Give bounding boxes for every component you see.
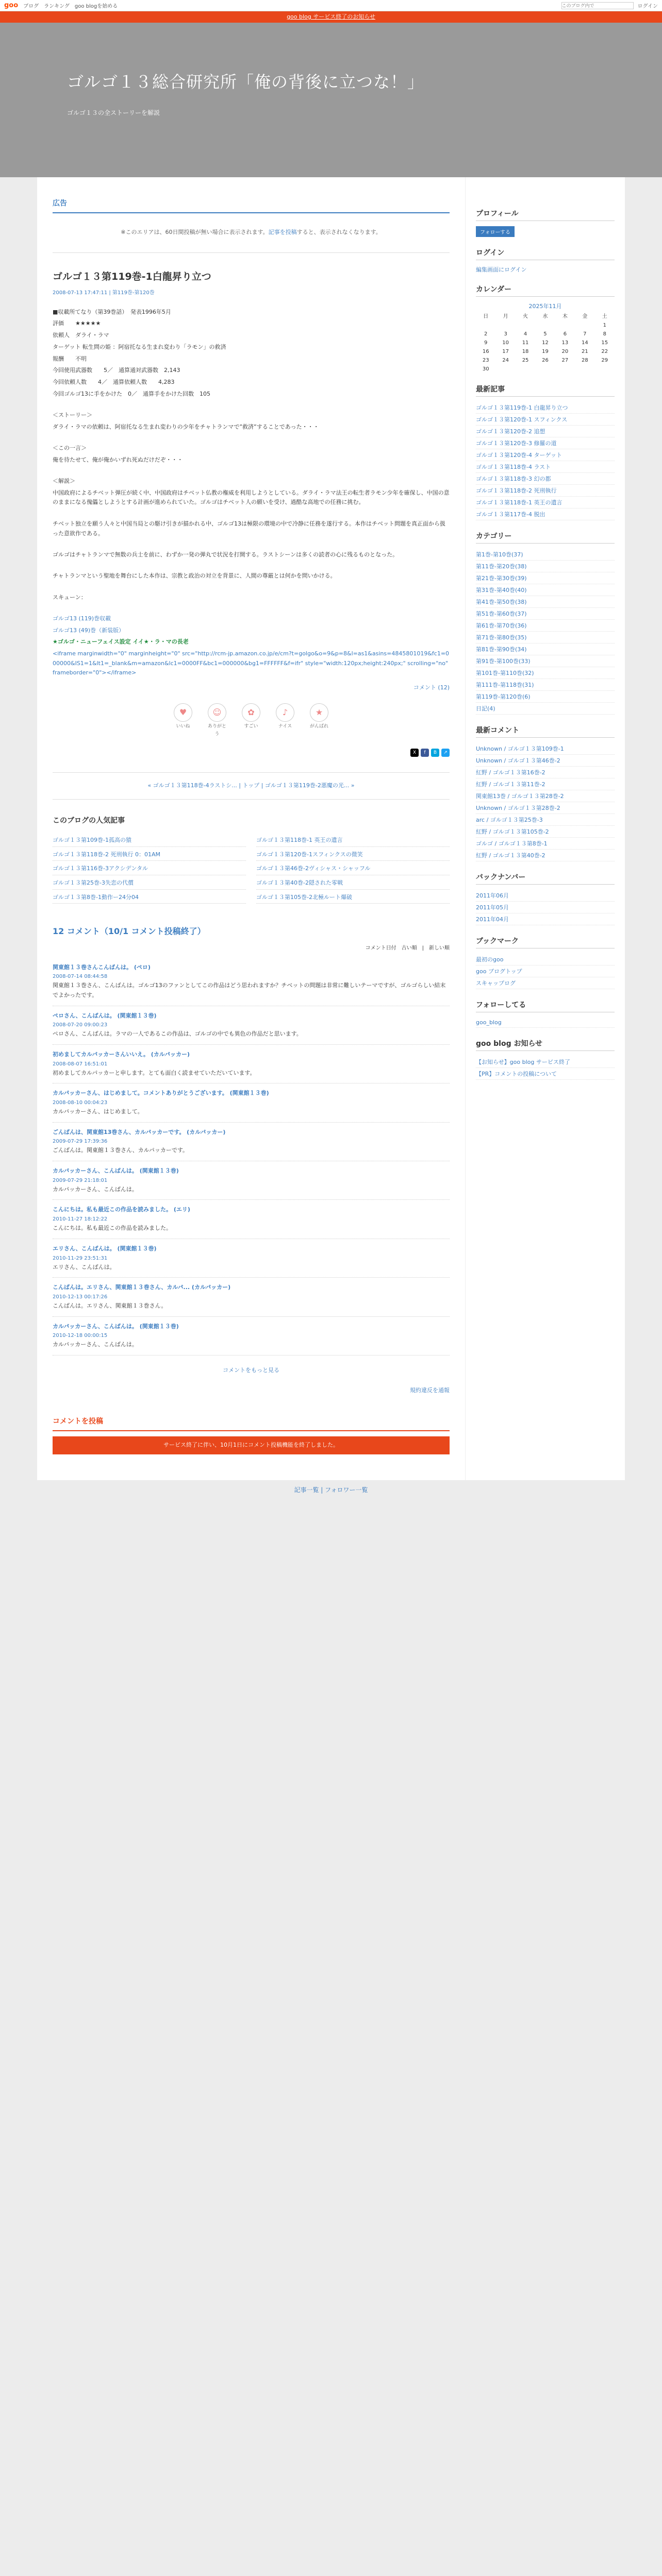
recent-comment-item[interactable]: 紅野 / ゴルゴ１３第16巻-2 (476, 767, 615, 778)
post-comment-heading: コメントを投稿 (53, 1416, 450, 1431)
comment-date: 2009-07-29 17:39:36 (53, 1139, 108, 1145)
calendar-day[interactable]: 22 (601, 349, 608, 354)
blog-header (0, 23, 662, 177)
recent-comment-item[interactable]: ゴルゴ / ゴルゴ１３第8巻-1 (476, 838, 615, 850)
nav-item-blog[interactable]: ブログ (23, 4, 39, 9)
star-icon: ★ (310, 703, 328, 722)
comment-item (53, 1006, 450, 1045)
reaction-button[interactable] (309, 703, 329, 739)
calendar-day[interactable]: 1 (603, 323, 606, 328)
calendar-row (476, 356, 615, 365)
category-list (476, 549, 615, 715)
comment-item (53, 1083, 450, 1122)
reaction-buttons (53, 703, 450, 739)
following-item[interactable]: goo_blog (476, 1018, 615, 1028)
comment-item (53, 1317, 450, 1355)
bookmark-item[interactable]: goo ブログトップ (476, 965, 615, 977)
post-closed-bar: サービス終了に伴い、10月1日にコメント投稿機能を終了しました。 (53, 1436, 450, 1454)
calendar-day (516, 321, 535, 330)
info-item[interactable]: 【お知らせ】goo blog サービス終了 (476, 1056, 615, 1068)
category-item[interactable]: 第61巻-第70巻(36) (476, 620, 615, 632)
story-text: ダライ・ラマの依頼は、阿宿托なる生まれ変わりの少年をチャトランマで”救済”することであった・・・ (53, 423, 319, 430)
note-icon: ♪ (276, 703, 294, 722)
comment-date: 2010-11-27 18:12:22 (53, 1216, 108, 1223)
calendar-day[interactable]: 26 (542, 358, 549, 363)
comment-date: 2010-11-29 23:51:31 (53, 1255, 108, 1261)
category-item[interactable]: 第1巻-第10巻(37) (476, 549, 615, 561)
reaction-button[interactable] (241, 703, 261, 739)
reaction-label: ナイス (278, 723, 292, 729)
reaction-label: いいね (176, 723, 190, 729)
ad-heading: 広告 (53, 198, 450, 213)
calendar-day[interactable]: 27 (561, 358, 569, 363)
recent-comment-item[interactable]: Unknown / ゴルゴ１３第28巻-2 (476, 802, 615, 814)
ad-post-link[interactable]: 記事を投稿 (268, 228, 297, 235)
entry-line: ターゲット 転生問の姫 ：阿宿托なる生まれ変わり「ラモン」の救済 (53, 343, 226, 350)
service-notice-link[interactable]: goo blog サービス終了のお知らせ (287, 13, 375, 20)
calendar-day[interactable]: 18 (522, 349, 529, 354)
calendar-dow: 月 (503, 314, 508, 319)
heart-icon: ♥ (174, 703, 192, 722)
edit-login-link[interactable]: 編集画面にログイン (476, 266, 527, 273)
category-heading: カテゴリー (476, 531, 615, 544)
comment-title[interactable]: ごんばんは、関東館13巻さん、カルパッカーです。 (カルパッカー) (53, 1128, 226, 1136)
top-nav (0, 0, 662, 11)
comment-body: カルパッカーさん、はじめまして。 (53, 1108, 143, 1115)
backnumber-item[interactable]: 2011年05月 (476, 902, 615, 913)
calendar-day[interactable]: 11 (522, 340, 529, 346)
blog-search-input[interactable] (561, 2, 634, 9)
calendar-day (535, 321, 555, 330)
point-text: 俺を待たせて、俺が俺かいずれ死ぬだけだぞ・・・ (53, 456, 183, 463)
comment-body: ごんばんは。関東館１３巻さん、カルパッカーです。 (53, 1147, 189, 1154)
footer-links[interactable]: 記事一覧 | フォロワー一覧 (294, 1486, 368, 1494)
blog-subtitle: ゴルゴ１３の全ストーリーを解説 (67, 109, 160, 116)
recent-comment-item[interactable]: 紅野 / ゴルゴ１３第11巻-2 (476, 778, 615, 790)
comment-date: 2010-12-18 00:00:15 (53, 1333, 108, 1339)
calendar-day[interactable]: 21 (581, 349, 588, 354)
info-heading: goo blog お知らせ (476, 1038, 615, 1051)
volume-link-2[interactable]: ゴルゴ13 (49)巻（新装版） (53, 626, 125, 634)
commentary-para: チベット独立を願う人々と中国当局との駆け引きが描かれる中、ゴルゴ13は極限の環境の中で冷静に任務を遂行する。本作はチベット問題を真正面から扱った意欲作である。 (53, 520, 445, 537)
calendar-dow: 土 (602, 314, 607, 319)
category-item[interactable]: 第81巻-第90巻(34) (476, 643, 615, 655)
goo-logo[interactable]: goo (4, 2, 19, 9)
calendar-row (476, 330, 615, 338)
recent-comment-item[interactable]: arc / ゴルゴ１３第25巻-3 (476, 814, 615, 826)
popular-heading: このブログの人気記事 (53, 817, 125, 825)
comment-item (53, 1123, 450, 1161)
entry-line: 今回依頼人数 4／ 通算依頼人数 4,283 (53, 378, 175, 385)
recent-item[interactable]: ゴルゴ１３第118巻-1 英王の遺言 (476, 497, 615, 509)
category-item[interactable]: 第31巻-第40巻(40) (476, 584, 615, 596)
recent-item[interactable]: ゴルゴ１３第118巻-3 幻の都 (476, 473, 615, 485)
recent-item[interactable]: ゴルゴ１３第118巻-2 死刑執行 (476, 485, 615, 497)
calendar-day[interactable]: 2 (484, 331, 488, 337)
calendar-day[interactable]: 10 (502, 340, 509, 346)
comment-title[interactable]: カルパッカーさん、こんばんは。 (関東館１３巻) (53, 1167, 179, 1175)
comment-title[interactable]: エリさん、こんばんは。 (関東館１３巻) (53, 1245, 157, 1252)
profile-heading: プロフィール (476, 208, 615, 221)
recent-comment-item[interactable]: 紅野 / ゴルゴ１３第105巻-2 (476, 826, 615, 838)
calendar-row (476, 365, 615, 374)
comment-body: こんばんは。エリさん、関東館１３巻さん。 (53, 1302, 167, 1309)
flower-icon: ✿ (242, 703, 260, 722)
calendar-dow: 金 (582, 314, 588, 319)
category-item[interactable]: 第119巻-第120巻(6) (476, 691, 615, 703)
calendar-row (476, 338, 615, 347)
smile-icon: ☺ (208, 703, 226, 722)
calendar-day[interactable]: 16 (482, 349, 489, 354)
category-item[interactable]: 第111巻-第118巻(31) (476, 679, 615, 691)
popular-item[interactable]: ゴルゴ１３第25巻-3失恋の代償 (53, 879, 134, 886)
calendar-day[interactable]: 25 (522, 358, 529, 363)
comment-list (53, 958, 450, 1355)
calendar-day[interactable]: 13 (561, 340, 569, 346)
popular-item[interactable]: ゴルゴ１３第116巻-3アクシデンタル (53, 865, 148, 872)
sidebar (465, 177, 625, 1480)
calendar-day[interactable]: 14 (581, 340, 588, 346)
calendar-day (575, 321, 594, 330)
comment-title[interactable]: カルパッカーさん、はじめまして。コメントありがとうございます。 (関東館１３巻) (53, 1090, 269, 1097)
popular-item[interactable]: ゴルゴ１３第40巻-2隠された零戦 (256, 879, 343, 886)
entry-line: 評価 ★★★★★ (53, 320, 101, 327)
comment-item (53, 1045, 450, 1083)
commentary-para: ゴルゴはチャトランマで無数の兵士を前に、わずか一発の弾丸で状況を打開する。ラストシーンは多くの読者の心に残るものとなった。 (53, 551, 399, 558)
popular-list (53, 835, 450, 904)
bookmark-item[interactable]: 最初のgoo (476, 954, 615, 965)
comment-title[interactable]: ペロさん、こんばんは。 (関東館１３巻) (53, 1012, 157, 1019)
reaction-label: がんばれ (309, 723, 328, 729)
recent-item[interactable]: ゴルゴ１３第120巻-1 スフィンクス (476, 414, 615, 426)
backnumber-item[interactable]: 2011年04月 (476, 913, 615, 925)
nav-item-ranking[interactable]: ランキング (44, 4, 70, 9)
green-note: ★ゴルゴ・ニューフェイス設定 イイ★・ラ・マの長老 (53, 638, 189, 646)
comment-date: 2008-08-10 00:04:23 (53, 1100, 108, 1106)
recent-item[interactable]: ゴルゴ１３第120巻-4 ターゲット (476, 449, 615, 461)
calendar-heading: カレンダー (476, 284, 615, 297)
nav-right (561, 2, 658, 9)
bookmark-list (476, 954, 615, 989)
login-link[interactable]: ログイン (637, 4, 658, 9)
nav-item-start[interactable]: goo blogを始める (74, 4, 118, 9)
calendar-day[interactable]: 30 (482, 366, 489, 372)
calendar-day[interactable]: 9 (484, 340, 488, 346)
facebook-share-icon[interactable]: f (421, 749, 429, 757)
calendar-day[interactable]: 3 (504, 331, 507, 337)
popular-item[interactable]: ゴルゴ１３第105巻-2北極ルート爆破 (256, 893, 352, 901)
comment-title[interactable]: カルパッカーさん、こんばんは。 (関東館１３巻) (53, 1323, 179, 1330)
report-link[interactable]: 規約違反を通報 (410, 1386, 450, 1394)
popular-item[interactable]: ゴルゴ１３第109巻-1孤高の猿 (53, 836, 131, 843)
calendar-day[interactable]: 6 (563, 331, 567, 337)
category-item[interactable]: 第91巻-第100巻(33) (476, 655, 615, 667)
recent-list (476, 402, 615, 520)
recent-item[interactable]: ゴルゴ１３第120巻-2 追想 (476, 426, 615, 437)
comment-body: カルパッカーさん、こんばんは。 (53, 1185, 138, 1193)
skills-heading: スキューン： (53, 594, 87, 601)
recent-comment-item[interactable]: Unknown / ゴルゴ１３第46巻-2 (476, 755, 615, 767)
calendar-day[interactable]: 23 (482, 358, 489, 363)
backnumber-list (476, 890, 615, 925)
calendar-day (555, 321, 575, 330)
calendar-day[interactable]: 29 (601, 358, 608, 363)
popular-item[interactable]: ゴルゴ１３第118巻-2 死刑執行 0：01AM (53, 851, 160, 858)
calendar-day[interactable]: 4 (523, 331, 527, 337)
commentary-heading: ＜解説＞ (53, 478, 75, 485)
comment-date: 2009-07-29 21:18:01 (53, 1177, 108, 1183)
content-wrap (37, 177, 625, 1480)
comment-body: こんにちは。私も最近この作品を読みました。 (53, 1225, 172, 1232)
x-share-icon[interactable]: X (410, 749, 419, 757)
info-item[interactable]: 【PR】コメントの投稿について (476, 1068, 615, 1080)
backnumber-heading: バックナンバー (476, 872, 615, 885)
comment-item (53, 958, 450, 1006)
comment-title[interactable]: こんばんは。エリさん、関東館１３巻さん、カルパ... (カルパッカー) (53, 1284, 231, 1291)
ad-note-text: ※このエリアは、60日間投稿が無い場合に表示されます。 (121, 228, 269, 235)
volume-link[interactable]: ゴルゴ13 (119)巻収載 (53, 615, 111, 622)
comment-sort[interactable]: コメント日付 古い順 | 新しい順 (365, 945, 450, 951)
following-heading: フォローしてる (476, 999, 615, 1012)
entry-line: 報酬 不明 (53, 355, 87, 362)
calendar-day[interactable]: 12 (542, 340, 549, 346)
comment-item (53, 1239, 450, 1278)
calendar-row (476, 321, 615, 330)
category-item[interactable]: 第71巻-第80巻(35) (476, 632, 615, 643)
embed-code: <iframe marginwidth="0" marginheight="0" src="http://rcm-jp.amazon.co.jp/e/cm?t=golgo&o=9&p=8&l=as1&asins=4845801019&fc1=000000&IS1=1&lt1=_blank&m=amazon&lc1=0000FF&bc1=000000&bg1=FFFFFF&f=ifr" style="width:120px;height:240px;" scrolling="no" frameborder="0"></iframe> (53, 650, 450, 676)
comment-date: 2008-07-14 08:44:58 (53, 974, 108, 980)
more-comments-link[interactable]: コメントをもっと見る (223, 1366, 279, 1374)
reaction-label: ありがとう (207, 723, 226, 737)
commentary-para: チャトランマという聖地を舞台にした本作は、宗教と政治の対立を背景に、人間の尊厳とは何かを問いかける。 (53, 572, 336, 580)
recent-item[interactable]: ゴルゴ１３第120巻-3 修羅の道 (476, 437, 615, 449)
entry-title[interactable]: ゴルゴ１３第119巻-1白龍昇り立つ (53, 271, 211, 283)
comment-item (53, 1200, 450, 1239)
main-column (37, 177, 465, 1480)
comment-title[interactable]: 関東館１３巻さんこんばんは。 (ペロ) (53, 963, 151, 971)
entry-line: 依頼人 ダライ・ラマ (53, 332, 109, 339)
calendar-day[interactable]: 24 (502, 358, 509, 363)
ad-note (53, 218, 450, 253)
bookmark-heading: ブックマーク (476, 936, 615, 948)
calendar-day[interactable]: 17 (502, 349, 509, 354)
calendar-dow: 木 (562, 314, 568, 319)
link-share-icon[interactable]: ↗ (441, 749, 450, 757)
following-list (476, 1018, 615, 1028)
comment-body: ペロさん、こんばんは。ラマの一人であるこの作品は、ゴルゴの中でも異色の作品だと思います。 (53, 1030, 302, 1038)
calendar-dow: 日 (483, 314, 489, 319)
calendar-day[interactable]: 19 (542, 349, 549, 354)
popular-item[interactable]: ゴルゴ１３第46巻-2ヴィシャス・シャッフル (256, 865, 371, 872)
recent-comments-heading: 最新コメント (476, 725, 615, 738)
entry-line: 今回使用武器数 5／ 通算通対武器数 2,143 (53, 367, 180, 374)
comment-body: エリさん、こんばんは。 (53, 1263, 115, 1270)
bookmark-item[interactable]: スキャップログ (476, 977, 615, 989)
comment-date: 2010-12-13 00:17:26 (53, 1294, 108, 1300)
calendar-day[interactable]: 7 (583, 331, 587, 337)
commentary-para: 中国政府によるチベット弾圧が続く中、中国政府はチベット仏教の権威を利用しようとしている。ダライ・ラマ法王の転生者ラモン少年を確保し、中国の意のままになる傀儡としようとする計画が進められていた。ゴルゴはチベット人の願いを受け、過酷な高地での任務に挑む。 (53, 489, 450, 506)
recent-comment-item[interactable]: 紅野 / ゴルゴ１３第40巻-2 (476, 850, 615, 861)
calendar-day (495, 321, 515, 330)
category-item[interactable]: 第21巻-第30巻(39) (476, 572, 615, 584)
recent-item[interactable]: ゴルゴ１３第117巻-4 脱出 (476, 509, 615, 520)
popular-item[interactable]: ゴルゴ１３第120巻-1スフィンクスの微笑 (256, 851, 363, 858)
comment-title[interactable]: 初めましてカルパッカーさんいいえ。 (カルパッカー) (53, 1050, 190, 1058)
calendar-day[interactable]: 28 (581, 358, 588, 363)
entry-pager[interactable] (53, 772, 450, 800)
comment-body: カルパッカーさん、こんばんは。 (53, 1341, 138, 1348)
reaction-button[interactable] (275, 703, 295, 739)
recent-heading: 最新記事 (476, 384, 615, 397)
backnumber-item[interactable]: 2011年06月 (476, 890, 615, 902)
category-item[interactable]: 日記(4) (476, 703, 615, 715)
login-heading: ログイン (476, 247, 615, 260)
blog-title[interactable]: ゴルゴ１３総合研究所「俺の背後に立つな！」 (67, 72, 425, 92)
service-notice (0, 11, 662, 23)
hatena-share-icon[interactable]: B (431, 749, 439, 757)
popular-item[interactable]: ゴルゴ１３第8巻-1動作ー24分04 (53, 893, 139, 901)
point-heading: ＜この一言＞ (53, 445, 87, 452)
calendar (476, 310, 615, 374)
calendar-row (476, 347, 615, 356)
story-heading: ＜ストーリー＞ (53, 411, 92, 418)
comment-date: 2008-07-20 09:00:23 (53, 1022, 108, 1028)
recent-item[interactable]: ゴルゴ１３第118巻-4 ラスト (476, 461, 615, 473)
calendar-day[interactable]: 8 (603, 331, 606, 337)
comment-item (53, 1278, 450, 1316)
entry-comment-link[interactable]: コメント (12) (413, 684, 450, 691)
reaction-label: すごい (244, 723, 258, 729)
calendar-day[interactable]: 15 (601, 340, 608, 346)
share-buttons (53, 749, 450, 757)
comment-title[interactable]: こんにちは。私も最近この作品を読みました。 (エリ) (53, 1206, 190, 1213)
ad-note-text2: すると、表示されなくなります。 (296, 228, 382, 235)
category-item[interactable]: 第11巻-第20巻(38) (476, 561, 615, 572)
calendar-dow: 水 (542, 314, 548, 319)
recent-comments-list (476, 743, 615, 861)
pager-text[interactable]: « ゴルゴ１３第118巻-4ラストシ... | トップ | ゴルゴ１３第119巻-2悪魔の光... » (147, 782, 355, 789)
entry-line: ■収載所てなり（第39巻話） 発表1996年5月 (53, 308, 171, 315)
info-list (476, 1056, 615, 1080)
comment-date: 2008-08-07 16:51:01 (53, 1061, 108, 1067)
category-item[interactable]: 第101巻-第110巻(32) (476, 667, 615, 679)
comments-heading: 12 コメント（10/1 コメント投稿終了） (53, 926, 206, 937)
recent-comment-item[interactable]: Unknown / ゴルゴ１３第109巻-1 (476, 743, 615, 755)
calendar-row (476, 310, 615, 321)
entry-line: 今回ゴルゴ13に手をかけた 0／ 通算手をかけた回数 105 (53, 390, 210, 397)
category-item[interactable]: 第41巻-第50巻(38) (476, 596, 615, 608)
calendar-day (476, 321, 495, 330)
recent-item[interactable]: ゴルゴ１３第119巻-1 白龍昇り立つ (476, 402, 615, 414)
comment-body: 初めましてカルパッカーと申します。とても面白く読ませていただいています。 (53, 1069, 256, 1076)
entry-meta[interactable]: 2008-07-13 17:47:11 | 第119巻-第120巻 (53, 290, 155, 296)
comment-body: 関東館１３巻さん、こんばんは。ゴルゴ13のファンとしてこの作品はどう思われますか？チベットの問題は非常に難しいテーマですが、ゴルゴらしい結末でよかったです。 (53, 982, 446, 998)
recent-comment-item[interactable]: 関東館13巻 / ゴルゴ１３第28巻-2 (476, 790, 615, 802)
footer (37, 1480, 625, 1499)
calendar-day[interactable]: 20 (561, 349, 569, 354)
entry-body (53, 308, 450, 678)
follow-button[interactable]: フォローする (476, 226, 515, 237)
calendar-day[interactable]: 5 (543, 331, 547, 337)
popular-item[interactable]: ゴルゴ１３第118巻-1 英王の遺言 (256, 836, 343, 843)
reaction-button[interactable] (207, 703, 227, 739)
calendar-dow: 火 (523, 314, 528, 319)
reaction-button[interactable] (173, 703, 193, 739)
calendar-month: 2025年11月 (528, 303, 562, 310)
comment-item (53, 1161, 450, 1200)
category-item[interactable]: 第51巻-第60巻(37) (476, 608, 615, 620)
